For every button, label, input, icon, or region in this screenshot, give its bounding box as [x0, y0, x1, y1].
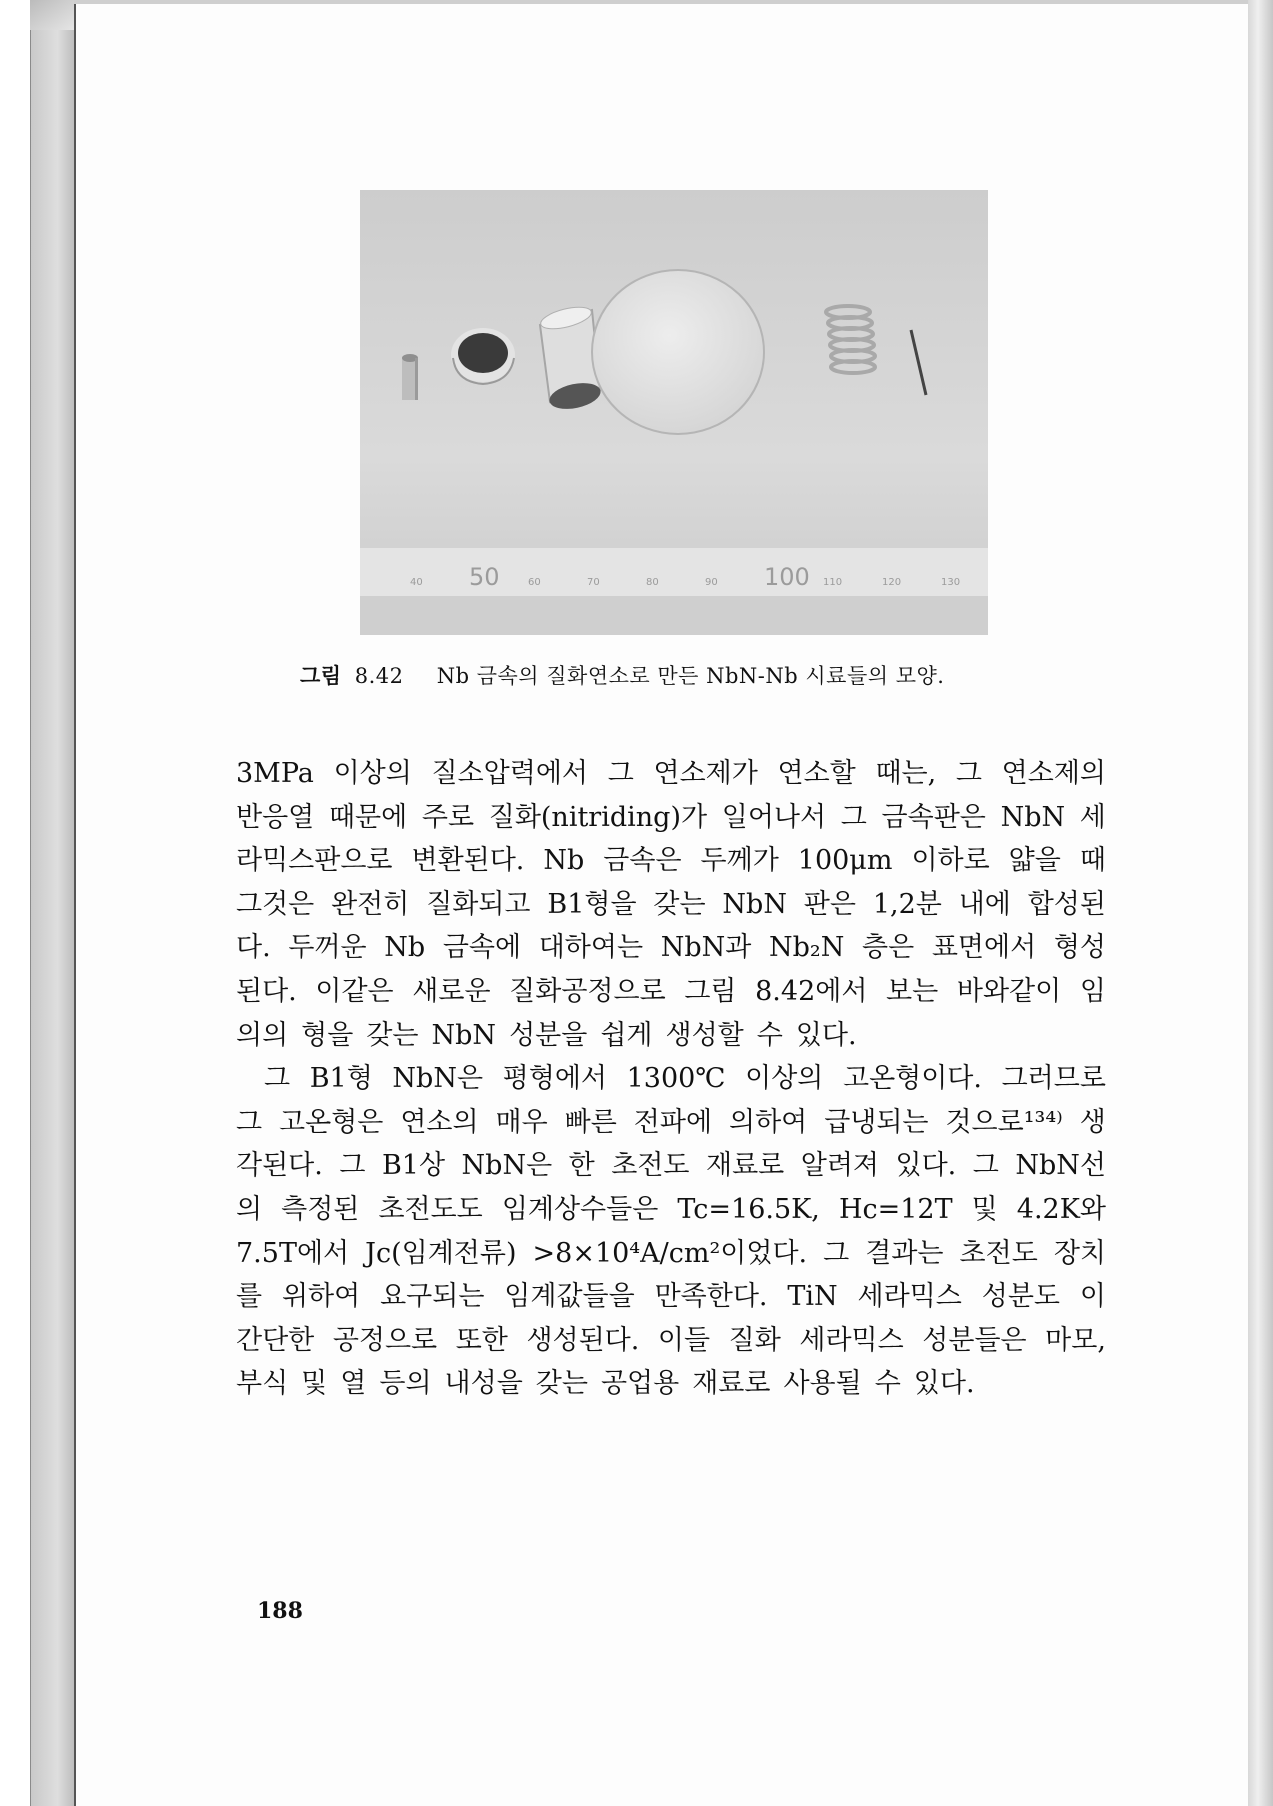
word: 이들 — [657, 1324, 711, 1356]
word: 결과는 — [865, 1237, 944, 1269]
word: 된다. — [236, 975, 297, 1007]
word: 주로 — [421, 801, 475, 833]
word: 합성된 — [1027, 888, 1106, 920]
word: 초전도 — [611, 1150, 690, 1182]
word: 두꺼운 — [288, 932, 367, 964]
word: 요구되는 — [380, 1281, 485, 1313]
word: 금속은 — [603, 845, 682, 877]
word: 다. — [236, 932, 271, 964]
word: 그러므로 — [1001, 1063, 1106, 1095]
word: 그 — [264, 1063, 291, 1095]
word: 한 — [568, 1150, 595, 1182]
word: 만족한다. — [654, 1281, 768, 1313]
word: 있다. — [913, 1368, 975, 1400]
caption-text: Nb 금속의 질화연소로 만든 NbN-Nb 시료들의 모양. — [436, 664, 945, 688]
word: 두께가 — [700, 845, 779, 877]
word: 내에 — [958, 888, 1011, 920]
word: NbN — [1000, 801, 1066, 833]
word: 일어나서 — [721, 801, 827, 833]
ruler-label: 40 — [410, 577, 423, 588]
ruler-label: 130 — [941, 577, 961, 588]
word: 3MPa — [236, 758, 314, 789]
text-line — [236, 752, 1106, 796]
word: 새로운 — [412, 975, 491, 1007]
word: B1형을 — [547, 888, 637, 920]
word: 것으로¹³⁴⁾ — [945, 1106, 1063, 1138]
ruler-label: 50 — [469, 563, 500, 591]
word: 이같은 — [315, 975, 394, 1007]
book-corner — [30, 0, 74, 30]
word: 또한 — [455, 1324, 508, 1356]
word: 이상의 — [333, 758, 412, 789]
text-line — [236, 839, 1106, 883]
word: 표면에서 — [931, 932, 1037, 964]
word: NbN선 — [1015, 1150, 1106, 1182]
word: 그것은 — [236, 888, 315, 920]
word: 의의 — [236, 1019, 289, 1051]
word: 마모, — [1045, 1324, 1106, 1356]
word: 때 — [1079, 845, 1106, 877]
text-line — [236, 1362, 1106, 1406]
word: 라믹스판으로 — [236, 845, 393, 877]
figure-photo — [360, 190, 988, 635]
word: 매우 — [495, 1106, 548, 1138]
word: 생 — [1079, 1106, 1106, 1138]
word: 의하여 — [728, 1106, 808, 1138]
word: 그 — [823, 1237, 850, 1269]
disc-sample — [592, 270, 764, 434]
text-line — [236, 1057, 1106, 1101]
word: 변환된다. — [411, 845, 525, 877]
ring-sample — [451, 328, 515, 384]
word: Nb₂N — [768, 932, 845, 964]
word: 금속에 — [442, 932, 522, 964]
word: 알려져 — [800, 1150, 880, 1182]
text-line — [236, 1144, 1106, 1188]
word: 그림 — [684, 975, 737, 1007]
word: 고온형이다. — [842, 1063, 982, 1095]
word: 생성된다. — [526, 1324, 640, 1356]
word: B1상 — [381, 1150, 446, 1182]
word: 완전히 — [331, 888, 410, 920]
word: 초전도도 — [378, 1193, 483, 1225]
word: Nb — [384, 932, 426, 964]
word: 8.42에서 — [755, 975, 868, 1007]
ruler-label: 60 — [528, 577, 541, 588]
word: 임 — [1079, 975, 1106, 1007]
word: 성분들은 — [922, 1324, 1027, 1356]
word: 연소제가 — [653, 758, 758, 789]
word: 질화공정으로 — [509, 975, 666, 1007]
word: 그 — [955, 758, 982, 789]
word: 금속판은 — [881, 801, 986, 833]
ruler-label: 70 — [587, 577, 600, 588]
word: >8×10⁴A/cm²이었다. — [532, 1237, 808, 1269]
word: 및 — [971, 1193, 998, 1225]
word: 1300℃ — [626, 1063, 726, 1095]
text-line — [236, 883, 1106, 927]
text-line — [236, 1188, 1106, 1232]
word: 생성할 — [665, 1019, 744, 1051]
word: 연소제의 — [1001, 758, 1106, 789]
word: 연소의 — [400, 1106, 479, 1138]
word: 장치 — [1053, 1237, 1106, 1269]
caption-label: 그림 — [300, 664, 342, 688]
word: Nb — [543, 845, 585, 877]
word: 초전도 — [959, 1237, 1038, 1269]
word: 그 — [339, 1150, 366, 1182]
word: 질화(nitriding)가 — [488, 801, 708, 833]
text-line — [236, 1232, 1106, 1276]
word: NbN — [431, 1019, 497, 1051]
book-top-edge — [74, 0, 1248, 4]
word: 갖는 — [653, 888, 706, 920]
word: 이상의 — [745, 1063, 824, 1095]
word: 때는, — [875, 758, 937, 789]
word: 부식 — [236, 1368, 289, 1400]
word: 열 — [340, 1368, 367, 1400]
word: 간단한 — [236, 1324, 315, 1356]
word: 고온형은 — [279, 1106, 384, 1138]
word: 수 — [756, 1019, 783, 1051]
word: 성분을 — [509, 1019, 588, 1051]
word: 갖는 — [366, 1019, 419, 1051]
word: 등의 — [379, 1368, 432, 1400]
word: NbN은 — [461, 1150, 553, 1182]
word: 위하여 — [281, 1281, 361, 1313]
word: 얇을 — [1008, 845, 1061, 877]
spring-sample — [826, 306, 875, 373]
word: 재료로 — [706, 1150, 785, 1182]
word: 세라믹스 — [799, 1324, 904, 1356]
body-text — [236, 752, 1106, 1406]
book-left-edge — [30, 0, 75, 1806]
text-line — [236, 926, 1106, 970]
word: 그 — [972, 1150, 999, 1182]
word: 때문에 — [328, 801, 408, 833]
word: 내성을 — [444, 1368, 523, 1400]
word: 사용될 — [783, 1368, 862, 1400]
word: 그 — [607, 758, 634, 789]
word: Jc(임계전류) — [365, 1237, 517, 1269]
ruler-label: 80 — [646, 577, 659, 588]
word: 성분도 — [981, 1281, 1060, 1313]
word: 반응열 — [236, 801, 315, 833]
word: Hc=12T — [838, 1193, 953, 1225]
word: 빠른 — [564, 1106, 617, 1138]
word: 를 — [236, 1281, 263, 1313]
word: TiN — [787, 1281, 838, 1313]
word: 재료로 — [692, 1368, 771, 1400]
word: 측정된 — [281, 1193, 360, 1225]
word: 급냉되는 — [824, 1106, 929, 1138]
word: 공정으로 — [332, 1324, 438, 1356]
word: 연소할 — [777, 758, 856, 789]
text-line — [236, 1275, 1106, 1319]
word: 그 — [840, 801, 867, 833]
word: 4.2K와 — [1016, 1193, 1106, 1225]
word: 형을 — [301, 1019, 354, 1051]
word: 판은 — [803, 888, 856, 920]
word: 7.5T에서 — [236, 1237, 350, 1269]
text-line — [236, 1101, 1106, 1145]
word: 바와같이 — [956, 975, 1062, 1007]
word: 각된다. — [236, 1150, 323, 1182]
word: 대하여는 — [538, 932, 644, 964]
figure-caption — [300, 660, 1060, 690]
word: 전파에 — [633, 1106, 713, 1138]
word: NbN과 — [660, 932, 752, 964]
word: 100μm — [797, 845, 893, 877]
word: 형성 — [1053, 932, 1106, 964]
word: 평형에서 — [502, 1063, 607, 1095]
word: NbN은 — [392, 1063, 484, 1095]
word: 및 — [301, 1368, 328, 1400]
word: 1,2분 — [872, 888, 942, 920]
word: 층은 — [862, 932, 915, 964]
page-number: 188 — [257, 1598, 303, 1624]
word: 의 — [236, 1193, 263, 1225]
book-right-edge — [1248, 0, 1273, 1806]
word: 있다. — [795, 1019, 857, 1051]
word: 질소압력에서 — [431, 758, 589, 789]
word: 세 — [1079, 801, 1106, 833]
word: 질화 — [728, 1324, 781, 1356]
word: 질화되고 — [426, 888, 531, 920]
ruler-label: 100 — [764, 563, 810, 591]
ruler-label: 90 — [705, 577, 718, 588]
word: 공업용 — [600, 1368, 680, 1400]
word: NbN — [722, 888, 787, 920]
word: 이하로 — [911, 845, 990, 877]
small-tube-sample — [402, 354, 418, 400]
word: 갖는 — [535, 1368, 588, 1400]
word: 쉽게 — [600, 1019, 653, 1051]
word: B1형 — [309, 1063, 373, 1095]
word: 있다. — [895, 1150, 957, 1182]
ruler-label: 110 — [823, 577, 843, 588]
text-line — [236, 970, 1106, 1014]
word: 그 — [236, 1106, 263, 1138]
caption-number: 8.42 — [354, 664, 404, 688]
word: 이 — [1079, 1281, 1106, 1313]
word: 보는 — [886, 975, 939, 1007]
word: 임계값들을 — [504, 1281, 635, 1313]
ruler — [360, 548, 988, 635]
text-line — [236, 1014, 1106, 1058]
figure-photo-drawing — [360, 190, 988, 635]
text-line — [236, 1319, 1106, 1363]
word: 수 — [874, 1368, 901, 1400]
word: Tc=16.5K, — [677, 1193, 820, 1225]
word: 세라믹스 — [857, 1281, 962, 1313]
text-line — [236, 796, 1106, 840]
ruler-label: 120 — [882, 577, 902, 588]
word: 임계상수들은 — [501, 1193, 659, 1225]
